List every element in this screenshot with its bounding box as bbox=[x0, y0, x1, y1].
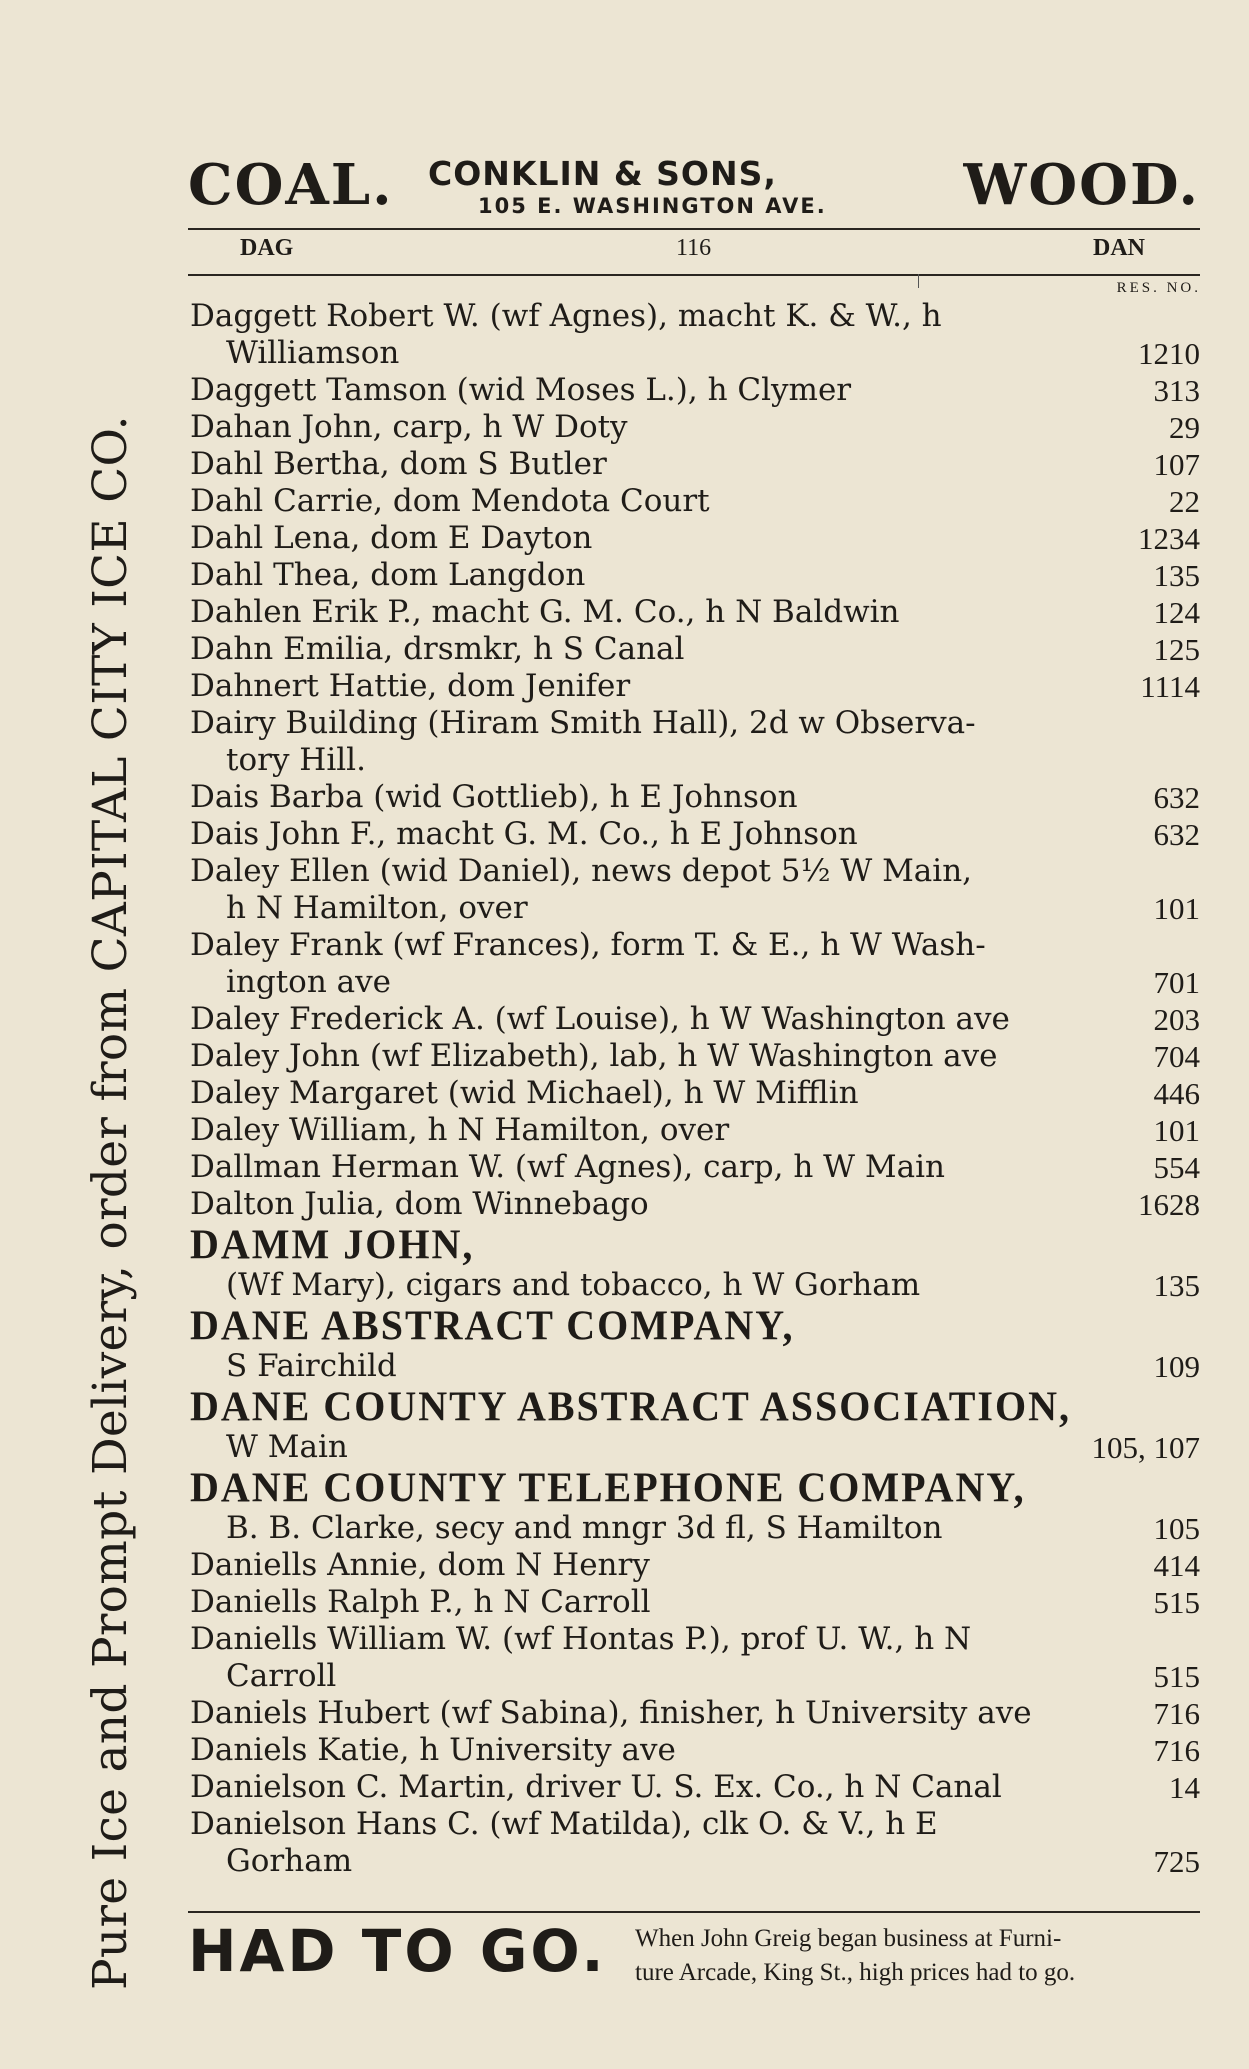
res-no-label: RES. NO. bbox=[1116, 280, 1201, 296]
residence-number: 29 bbox=[1169, 410, 1200, 445]
residence-number: 632 bbox=[1153, 780, 1200, 815]
residence-number: 515 bbox=[1153, 1585, 1200, 1620]
entry-line bbox=[190, 1186, 1200, 1223]
entry-text: Dallman Herman W. (wf Agnes), carp, h W Main bbox=[190, 1149, 945, 1185]
residence-number: 446 bbox=[1153, 1076, 1200, 1111]
entry-line bbox=[190, 1001, 1200, 1038]
guide-word-last: DAN bbox=[1093, 235, 1145, 261]
page-header bbox=[188, 148, 1200, 223]
residence-number: 14 bbox=[1169, 1770, 1200, 1805]
residence-number: 135 bbox=[1153, 558, 1200, 593]
entry-line bbox=[190, 668, 1200, 705]
entry-text: W Main bbox=[226, 1429, 348, 1465]
entry-text: Dahl Lena, dom E Dayton bbox=[190, 520, 593, 556]
entry-text: Dahl Bertha, dom S Butler bbox=[190, 446, 607, 482]
residence-number: 1210 bbox=[1138, 336, 1200, 371]
side-advertisement: Pure Ice and Prompt Delivery, order from CAPITAL CITY ICE CO. bbox=[83, 415, 138, 1990]
entry-line bbox=[190, 298, 1200, 335]
guide-word-first: DAG bbox=[240, 235, 294, 261]
entry-line bbox=[190, 1695, 1200, 1732]
entry-text: Dahl Carrie, dom Mendota Court bbox=[190, 483, 710, 519]
residence-number: 107 bbox=[1153, 447, 1200, 482]
entry-line bbox=[190, 1547, 1200, 1584]
residence-number: 109 bbox=[1153, 1349, 1200, 1384]
entry-line bbox=[190, 816, 1200, 853]
entry-text: DANE COUNTY ABSTRACT ASSOCIATION, bbox=[190, 1382, 1071, 1431]
entry-line bbox=[190, 1267, 1200, 1304]
entry-text: Dais John F., macht G. M. Co., h E Johnson bbox=[190, 816, 858, 852]
entry-line bbox=[190, 483, 1200, 520]
entry-text: Dalton Julia, dom Winnebago bbox=[190, 1186, 649, 1222]
residence-number: 1628 bbox=[1138, 1187, 1200, 1222]
entry-text: Daniells Ralph P., h N Carroll bbox=[190, 1584, 651, 1620]
entry-text: Danielson Hans C. (wf Matilda), clk O. & V., h E bbox=[190, 1806, 938, 1842]
entry-line bbox=[190, 742, 1200, 779]
entry-line bbox=[190, 1429, 1200, 1466]
entry-text: Daniells Annie, dom N Henry bbox=[190, 1547, 650, 1583]
entry-text: Williamson bbox=[226, 335, 400, 371]
residence-number: 701 bbox=[1153, 965, 1200, 1000]
entry-text: Daniels Hubert (wf Sabina), finisher, h University ave bbox=[190, 1695, 1032, 1731]
entry-text: Dahnert Hattie, dom Jenifer bbox=[190, 668, 631, 704]
entry-text: Dahl Thea, dom Langdon bbox=[190, 557, 586, 593]
entry-text: Daggett Tamson (wid Moses L.), h Clymer bbox=[190, 372, 852, 408]
entry-text: Dais Barba (wid Gottlieb), h E Johnson bbox=[190, 779, 798, 815]
entry-text: DANE ABSTRACT COMPANY, bbox=[190, 1301, 795, 1350]
entry-line bbox=[190, 1510, 1200, 1547]
entry-text: B. B. Clarke, secy and mngr 3d fl, S Hamilton bbox=[226, 1510, 943, 1546]
entry-line bbox=[190, 446, 1200, 483]
residence-number: 716 bbox=[1153, 1733, 1200, 1768]
entry-line bbox=[190, 890, 1200, 927]
entry-text: (Wf Mary), cigars and tobacco, h W Gorham bbox=[226, 1267, 921, 1303]
footer-rule bbox=[188, 1911, 1200, 1913]
entry-line bbox=[190, 631, 1200, 668]
entry-line bbox=[190, 520, 1200, 557]
entry-line bbox=[190, 853, 1200, 890]
residence-number: 554 bbox=[1153, 1150, 1200, 1185]
entry-text: Gorham bbox=[226, 1843, 353, 1879]
residence-number: 704 bbox=[1153, 1039, 1200, 1074]
entry-line bbox=[190, 372, 1200, 409]
entry-line bbox=[190, 1112, 1200, 1149]
entry-line bbox=[190, 1621, 1200, 1658]
residence-number: 515 bbox=[1153, 1659, 1200, 1694]
entry-text: S Fairchild bbox=[226, 1348, 397, 1384]
entry-text: Dairy Building (Hiram Smith Hall), 2d w Observa- bbox=[190, 705, 976, 741]
residence-number: 716 bbox=[1153, 1696, 1200, 1731]
residence-number: 135 bbox=[1153, 1268, 1200, 1303]
footer-text-line: When John Greig began business at Furni- bbox=[635, 1925, 1062, 1952]
entry-text: tory Hill. bbox=[226, 742, 366, 778]
entry-heading bbox=[190, 1301, 1200, 1350]
entry-line bbox=[190, 335, 1200, 372]
directory-entries bbox=[190, 298, 1200, 1880]
entry-text: Carroll bbox=[226, 1658, 337, 1694]
entry-line bbox=[190, 927, 1200, 964]
entry-text: Daley William, h N Hamilton, over bbox=[190, 1112, 730, 1148]
footer-headline: HAD TO GO. bbox=[188, 1917, 607, 1985]
entry-text: Danielson C. Martin, driver U. S. Ex. Co., h N Canal bbox=[190, 1769, 1002, 1805]
residence-number: 414 bbox=[1153, 1548, 1200, 1583]
residence-number: 125 bbox=[1153, 632, 1200, 667]
header-company-name: CONKLIN & SONS, bbox=[428, 154, 777, 193]
entry-text: Dahn Emilia, drsmkr, h S Canal bbox=[190, 631, 685, 667]
entry-text: Dahan John, carp, h W Doty bbox=[190, 409, 628, 445]
residence-number: 124 bbox=[1153, 595, 1200, 630]
header-coal: COAL. bbox=[188, 152, 394, 218]
entry-line bbox=[190, 1732, 1200, 1769]
residence-number: 105 bbox=[1153, 1511, 1200, 1546]
residence-number: 105, 107 bbox=[1091, 1430, 1200, 1465]
header-rule bbox=[188, 228, 1200, 230]
header-company-address: 105 E. WASHINGTON AVE. bbox=[478, 194, 827, 218]
entry-text: Daggett Robert W. (wf Agnes), macht K. & W., h bbox=[190, 298, 942, 334]
residence-number: 313 bbox=[1153, 373, 1200, 408]
entry-line bbox=[190, 1038, 1200, 1075]
residence-number: 203 bbox=[1153, 1002, 1200, 1037]
entry-text: Daley Frederick A. (wf Louise), h W Washington ave bbox=[190, 1001, 1010, 1037]
entry-text: ington ave bbox=[226, 964, 392, 1000]
footer-text-line: ture Arcade, King St., high prices had to go. bbox=[635, 1959, 1076, 1986]
entry-text: Daniells William W. (wf Hontas P.), prof U. W., h N bbox=[190, 1621, 972, 1657]
column-tick bbox=[918, 274, 919, 288]
entry-line bbox=[190, 1806, 1200, 1843]
entry-text: Daley John (wf Elizabeth), lab, h W Washington ave bbox=[190, 1038, 998, 1074]
entry-line bbox=[190, 779, 1200, 816]
residence-number: 632 bbox=[1153, 817, 1200, 852]
entry-line bbox=[190, 1584, 1200, 1621]
residence-number: 22 bbox=[1169, 484, 1200, 519]
residence-number: 725 bbox=[1153, 1844, 1200, 1879]
residence-number: 101 bbox=[1153, 1113, 1200, 1148]
residence-number: 101 bbox=[1153, 891, 1200, 926]
entry-line bbox=[190, 557, 1200, 594]
entry-line bbox=[190, 594, 1200, 631]
entry-line bbox=[190, 1149, 1200, 1186]
entry-text: Daley Margaret (wid Michael), h W Mifflin bbox=[190, 1075, 859, 1111]
entry-line bbox=[190, 1843, 1200, 1880]
entry-line bbox=[190, 1769, 1200, 1806]
entry-text: DAMM JOHN, bbox=[190, 1220, 475, 1269]
entry-text: DANE COUNTY TELEPHONE COMPANY, bbox=[190, 1463, 1026, 1512]
entry-heading bbox=[190, 1220, 1200, 1269]
entry-line bbox=[190, 1348, 1200, 1385]
entry-text: Daniels Katie, h University ave bbox=[190, 1732, 676, 1768]
entry-text: Daley Ellen (wid Daniel), news depot 5½ W Main, bbox=[190, 853, 973, 889]
entry-line bbox=[190, 705, 1200, 742]
entry-line bbox=[190, 1658, 1200, 1695]
entry-text: h N Hamilton, over bbox=[226, 890, 528, 926]
residence-number: 1114 bbox=[1140, 669, 1200, 704]
footer-text bbox=[635, 1922, 1203, 1990]
header-wood: WOOD. bbox=[963, 152, 1200, 218]
page-number: 116 bbox=[676, 235, 712, 261]
residence-number: 1234 bbox=[1138, 521, 1200, 556]
entry-text: Dahlen Erik P., macht G. M. Co., h N Baldwin bbox=[190, 594, 900, 630]
guide-rule bbox=[188, 274, 1200, 276]
entry-line bbox=[190, 964, 1200, 1001]
entry-line bbox=[190, 1075, 1200, 1112]
entry-heading bbox=[190, 1382, 1200, 1431]
entry-text: Daley Frank (wf Frances), form T. & E., h W Wash- bbox=[190, 927, 986, 963]
entry-line bbox=[190, 409, 1200, 446]
entry-heading bbox=[190, 1463, 1200, 1512]
